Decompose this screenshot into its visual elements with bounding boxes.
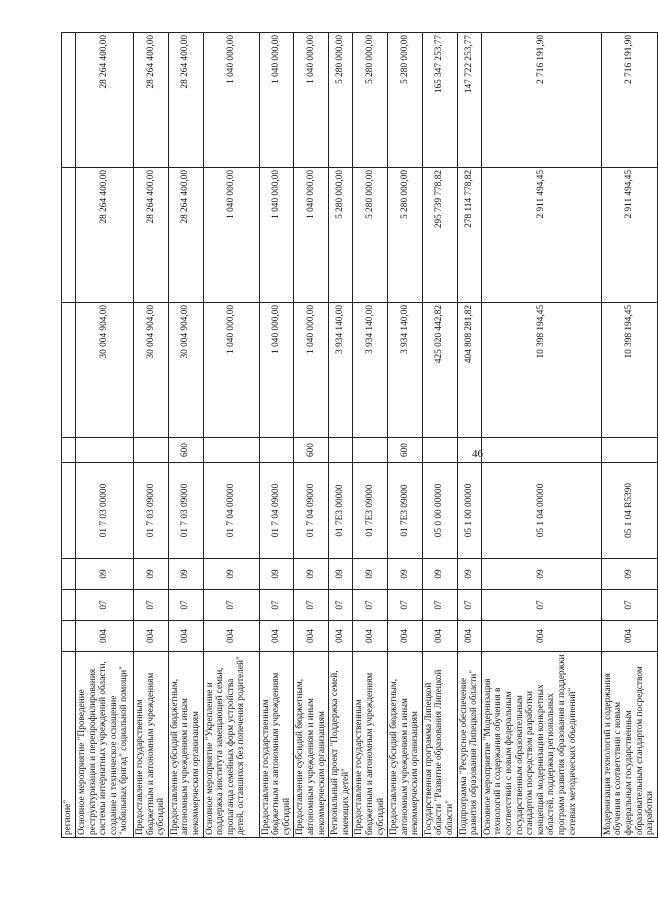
row-vr (481, 438, 601, 463)
row-name: Предоставление субсидий бюджетным, автономным учреждениям и иным некоммерческим организациям (294, 652, 329, 838)
table-row (481, 33, 601, 838)
row-gr (62, 621, 76, 652)
row-vr (259, 438, 294, 463)
row-pr: 09 (422, 559, 457, 590)
row-pr: 09 (457, 559, 481, 590)
row-rz: 07 (481, 590, 601, 621)
row-pr: 09 (76, 559, 134, 590)
row-csr: 05 1 00 00000 (457, 463, 481, 559)
row-rz: 07 (457, 590, 481, 621)
row-vr: 600 (388, 438, 423, 463)
table-row (457, 33, 481, 838)
row-vr (601, 438, 657, 463)
row-gr: 004 (422, 621, 457, 652)
row-sum-1: 1 040 000,00 (259, 303, 294, 438)
row-sum-1: 30 004 904,00 (134, 303, 169, 438)
table-row (203, 33, 259, 838)
row-csr: 01 7Е3 09000 (388, 463, 423, 559)
row-csr: 01 7Е3 09000 (353, 463, 388, 559)
row-pr: 09 (134, 559, 169, 590)
row-csr: 01 7 04 00000 (203, 463, 259, 559)
row-rz (62, 590, 76, 621)
table-row (353, 33, 388, 838)
row-csr: 05 1 04 00000 (481, 463, 601, 559)
row-sum-2: 295 739 778,82 (422, 168, 457, 303)
row-csr (62, 463, 76, 559)
row-rz: 07 (259, 590, 294, 621)
row-sum-2: 2 911 494,45 (601, 168, 657, 303)
row-vr (62, 438, 76, 463)
row-pr: 09 (168, 559, 203, 590)
row-sum-1 (62, 303, 76, 438)
row-gr: 004 (388, 621, 423, 652)
row-vr (329, 438, 353, 463)
row-sum-3: 1 040 000,00 (259, 33, 294, 168)
row-name: Предоставление государственным бюджетным и автономным учреждениям субсидий (353, 652, 388, 838)
row-gr: 004 (203, 621, 259, 652)
row-rz: 07 (329, 590, 353, 621)
row-gr: 004 (353, 621, 388, 652)
row-name: регионе" (62, 652, 76, 838)
row-sum-1: 404 808 281,82 (457, 303, 481, 438)
row-name: Модернизация технологий и содержания обучения в соответствии с новым федеральным государственным образовательным стандартом посредством разработки (601, 652, 657, 838)
row-vr: 600 (294, 438, 329, 463)
row-rz: 07 (168, 590, 203, 621)
row-csr: 01 7 04 09000 (294, 463, 329, 559)
table-row (388, 33, 423, 838)
row-sum-3: 5 280 000,00 (388, 33, 423, 168)
row-pr: 09 (481, 559, 601, 590)
row-sum-2: 28 264 400,00 (168, 168, 203, 303)
row-sum-3: 28 264 400,00 (134, 33, 169, 168)
row-gr: 004 (457, 621, 481, 652)
row-sum-3 (62, 33, 76, 168)
row-pr: 09 (388, 559, 423, 590)
row-rz: 07 (294, 590, 329, 621)
row-vr (203, 438, 259, 463)
row-rz: 07 (203, 590, 259, 621)
row-sum-1: 10 398 194,45 (601, 303, 657, 438)
row-sum-3: 5 280 000,00 (353, 33, 388, 168)
row-sum-2: 5 280 000,00 (388, 168, 423, 303)
table-row (62, 33, 76, 838)
row-gr: 004 (76, 621, 134, 652)
page-number: 46 (472, 448, 483, 460)
row-sum-1: 3 934 140,00 (329, 303, 353, 438)
row-csr: 01 7 03 00000 (76, 463, 134, 559)
row-pr: 09 (294, 559, 329, 590)
table-row (168, 33, 203, 838)
row-sum-2: 278 114 778,82 (457, 168, 481, 303)
row-rz: 07 (134, 590, 169, 621)
row-sum-1: 1 040 000,00 (294, 303, 329, 438)
row-rz: 07 (76, 590, 134, 621)
row-name: Основное мероприятие "Укрепление и поддержка института замещающей семьи, пропаганда семейных форм устройства детей, оставшихся без попечения родителей" (203, 652, 259, 838)
row-name: Предоставление субсидий бюджетным, автономным учреждениям и иным некоммерческим организациям (168, 652, 203, 838)
row-sum-2: 1 040 000,00 (259, 168, 294, 303)
table-row (422, 33, 457, 838)
row-csr: 01 7Е3 00000 (329, 463, 353, 559)
table-row (294, 33, 329, 838)
row-sum-2: 5 280 000,00 (353, 168, 388, 303)
row-sum-3: 1 040 000,00 (203, 33, 259, 168)
table-row (329, 33, 353, 838)
row-csr: 01 7 03 09000 (134, 463, 169, 559)
row-gr: 004 (168, 621, 203, 652)
row-sum-2: 28 264 400,00 (134, 168, 169, 303)
row-name: Основное мероприятие "Проведение реструктуризации и перепрофилирования системы интернатных учреждений области, создание и техническое оснащение "мобильных бригад" социальной помощи" (76, 652, 134, 838)
row-pr (62, 559, 76, 590)
table-row (76, 33, 134, 838)
row-sum-2: 5 280 000,00 (329, 168, 353, 303)
row-gr: 004 (481, 621, 601, 652)
budget-table (61, 32, 658, 838)
row-gr: 004 (294, 621, 329, 652)
table-body (62, 33, 658, 838)
row-vr (76, 438, 134, 463)
row-sum-2: 2 911 494,45 (481, 168, 601, 303)
row-rz: 07 (353, 590, 388, 621)
row-sum-3: 165 347 253,77 (422, 33, 457, 168)
row-sum-2: 28 264 400,00 (76, 168, 134, 303)
row-sum-1: 30 004 904,00 (168, 303, 203, 438)
row-sum-1: 30 004 904,00 (76, 303, 134, 438)
row-name: Предоставление государственным бюджетным и автономным учреждениям субсидий (134, 652, 169, 838)
row-pr: 09 (601, 559, 657, 590)
row-gr: 004 (134, 621, 169, 652)
row-sum-3: 147 722 253,77 (457, 33, 481, 168)
row-pr: 09 (353, 559, 388, 590)
row-vr (422, 438, 457, 463)
row-rz: 07 (601, 590, 657, 621)
row-csr: 01 7 04 09000 (259, 463, 294, 559)
row-name: Основное мероприятие "Модернизация технологий и содержания обучения в соответствии с новым федеральным государственным образовательным стандартом посредством разработки концепций модернизации конкретных областей, поддержки региональных программ развития образования и поддержки сетевых методических объединений" (481, 652, 601, 838)
row-gr: 004 (259, 621, 294, 652)
row-sum-2: 1 040 000,00 (203, 168, 259, 303)
row-sum-3: 28 264 400,00 (168, 33, 203, 168)
row-rz: 07 (388, 590, 423, 621)
row-name: Предоставление государственным бюджетным и автономным учреждениям субсидий (259, 652, 294, 838)
row-sum-2 (62, 168, 76, 303)
row-sum-3: 2 716 191,90 (601, 33, 657, 168)
table-row (601, 33, 657, 838)
row-name: Предоставление субсидий бюджетным, автономным учреждениям и иным некоммерческим организациям (388, 652, 423, 838)
row-pr: 09 (203, 559, 259, 590)
row-sum-3: 28 264 400,00 (76, 33, 134, 168)
table-row (259, 33, 294, 838)
table-row (134, 33, 169, 838)
row-pr: 09 (329, 559, 353, 590)
row-gr: 004 (601, 621, 657, 652)
row-sum-1: 3 934 140,00 (388, 303, 423, 438)
row-vr (134, 438, 169, 463)
row-gr: 004 (329, 621, 353, 652)
row-vr (457, 438, 481, 463)
row-sum-1: 1 040 000,00 (203, 303, 259, 438)
row-pr: 09 (259, 559, 294, 590)
row-sum-1: 10 398 194,45 (481, 303, 601, 438)
row-sum-2: 1 040 000,00 (294, 168, 329, 303)
row-sum-3: 5 280 000,00 (329, 33, 353, 168)
row-name: Подпрограмма "Ресурсное обеспечение развития образования Липецкой области" (457, 652, 481, 838)
row-vr: 600 (168, 438, 203, 463)
rotated-table-block (61, 33, 656, 838)
row-sum-1: 3 934 140,00 (353, 303, 388, 438)
row-vr (353, 438, 388, 463)
row-csr: 05 1 04 R5390 (601, 463, 657, 559)
row-rz: 07 (422, 590, 457, 621)
row-csr: 05 0 00 00000 (422, 463, 457, 559)
row-name: Региональный проект "Поддержка семей, имеющих детей" (329, 652, 353, 838)
row-sum-3: 2 716 191,90 (481, 33, 601, 168)
row-sum-3: 1 040 000,00 (294, 33, 329, 168)
row-sum-1: 425 020 442,82 (422, 303, 457, 438)
row-name: Государственная программа Липецкой области "Развитие образования Липецкой области" (422, 652, 457, 838)
row-csr: 01 7 03 09000 (168, 463, 203, 559)
